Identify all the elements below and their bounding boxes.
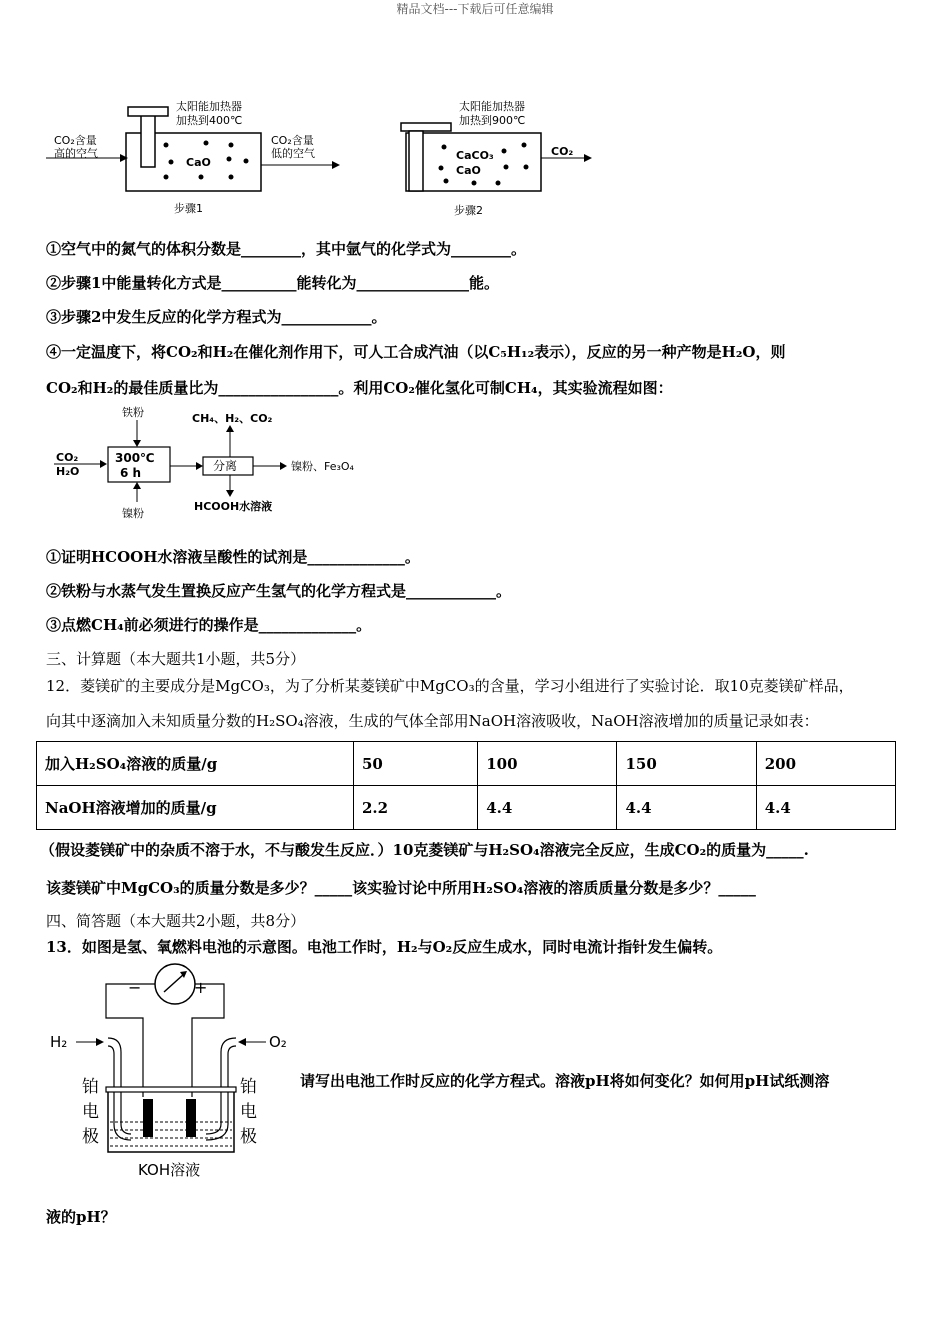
flow-right-output: 镍粉、Fe₃O₄	[291, 460, 354, 473]
table-cell: 150	[617, 742, 756, 786]
right-label-2: 电	[240, 1102, 257, 1122]
q11b-line1: ①证明HCOOH水溶液呈酸性的试剂是_____________。	[46, 548, 420, 566]
page-header: 精品文档---下载后可任意编辑	[396, 2, 554, 16]
flow-box-temp: 300℃	[115, 451, 155, 465]
flow-top-input: 铁粉	[122, 406, 144, 419]
section3-title: 三、计算题（本大题共1小题，共5分）	[46, 650, 306, 668]
flow-left-input-h2o: H₂O	[56, 465, 80, 478]
q12-line1: 12．菱镁矿的主要成分是MgCO₃，为了分析某菱镁矿中MgCO₃的含量，学习小组进行了实验讨论．取10克菱镁矿样品，	[46, 677, 854, 695]
step1-out-label-line2: 低的空气	[271, 147, 315, 160]
step1-diagram	[46, 99, 340, 215]
table-cell: 200	[756, 742, 895, 786]
o2-label: O₂	[269, 1033, 287, 1051]
q11-line2: ②步骤1中能量转化方式是__________能转化为_______________能。	[46, 274, 499, 292]
meter-plus: +	[194, 978, 208, 997]
co2-capture-diagram	[46, 95, 606, 225]
step1-substance: CaO	[186, 156, 211, 169]
step1-out-label-line1: CO₂含量	[271, 134, 314, 147]
q11-line4: ④一定温度下，将CO₂和H₂在催化剂作用下，可人工合成汽油（以C₅H₁₂表示），反应的另一种产物是H₂O，则	[46, 343, 786, 361]
table-row	[37, 742, 896, 786]
step2-substance-cao: CaO	[456, 164, 481, 177]
table-cell: NaOH溶液增加的质量/g	[37, 786, 354, 830]
q13-side-text: 请写出电池工作时反应的化学方程式。溶液pH将如何变化？如何用pH试纸测溶	[300, 1072, 830, 1090]
ammeter-icon	[155, 964, 195, 1004]
step1-in-label-line1: CO₂含量	[54, 134, 97, 147]
section4-title: 四、简答题（本大题共2小题，共8分）	[46, 912, 306, 930]
table-cell: 100	[478, 742, 617, 786]
flow-bottom-output: HCOOH水溶液	[194, 500, 273, 513]
step2-heater-line1: 太阳能加热器	[459, 100, 525, 113]
q12b-line2: 该菱镁矿中MgCO₃的质量分数是多少？_____该实验讨论中所用H₂SO₄溶液的溶质质量分数是多少？_____	[46, 879, 756, 897]
right-electrode	[186, 1099, 196, 1137]
step2-heater-line2: 加热到900℃	[459, 114, 526, 127]
flow-left-input-co2: CO₂	[56, 451, 79, 464]
flow-products-top: CH₄、H₂、CO₂	[192, 412, 273, 425]
right-label-1: 铂	[240, 1077, 257, 1097]
fuel-cell-diagram	[46, 962, 296, 1187]
q11-line5: CO₂和H₂的最佳质量比为________________。利用CO₂催化氢化可制CH₄，其实验流程如图：	[46, 379, 673, 397]
step2-substance-caco3: CaCO₃	[456, 149, 494, 162]
q12-line2: 向其中逐滴加入未知质量分数的H₂SO₄溶液，生成的气体全部用NaOH溶液吸收，NaOH溶液增加的质量记录如表：	[46, 712, 819, 730]
step2-caption: 步骤2	[454, 204, 483, 217]
q13-line1: 13．如图是氢、氧燃料电池的示意图。电池工作时，H₂与O₂反应生成水，同时电流计指针发生偏转。	[46, 938, 723, 956]
koh-label: KOH溶液	[138, 1161, 201, 1179]
left-label-2: 电	[82, 1102, 99, 1122]
step2-out-label: CO₂	[551, 145, 574, 158]
step1-caption: 步骤1	[174, 202, 203, 215]
q11-line1: ①空气中的氮气的体积分数是________，其中氩气的化学式为________。	[46, 240, 527, 258]
flow-separate: 分离	[213, 459, 238, 473]
step1-in-label-line2: 高的空气	[54, 147, 98, 160]
table-cell: 2.2	[354, 786, 478, 830]
left-label-1: 铂	[82, 1077, 99, 1097]
right-label-3: 极	[240, 1127, 257, 1147]
step2-diagram	[401, 99, 592, 217]
q11b-line3: ③点燃CH₄前必须进行的操作是_____________。	[46, 616, 372, 634]
table-row	[37, 786, 896, 830]
table-cell: 4.4	[617, 786, 756, 830]
q11b-line2: ②铁粉与水蒸气发生置换反应产生氢气的化学方程式是____________。	[46, 582, 512, 600]
meter-minus: −	[128, 978, 142, 997]
h2-label: H₂	[50, 1033, 68, 1051]
q11-line3: ③步骤2中发生反应的化学方程式为____________。	[46, 308, 387, 326]
data-table	[36, 741, 896, 830]
table-cell: 4.4	[478, 786, 617, 830]
flow-box-time: 6 h	[120, 466, 142, 480]
left-label-3: 极	[82, 1127, 99, 1147]
left-electrode	[143, 1099, 153, 1137]
table-cell: 4.4	[756, 786, 895, 830]
ch4-flow-diagram	[50, 402, 410, 527]
table-cell: 50	[354, 742, 478, 786]
step1-heater-line1: 太阳能加热器	[176, 100, 242, 113]
q13-end-text: 液的pH？	[46, 1208, 116, 1226]
flow-bottom-input: 镍粉	[122, 507, 144, 520]
table-cell: 加入H₂SO₄溶液的质量/g	[37, 742, 354, 786]
q12b-line1: （假设菱镁矿中的杂质不溶于水，不与酸发生反应．）10克菱镁矿与H₂SO₄溶液完全反应，生成CO₂的质量为_____.	[40, 841, 809, 859]
step1-heater-line2: 加热到400℃	[176, 114, 243, 127]
